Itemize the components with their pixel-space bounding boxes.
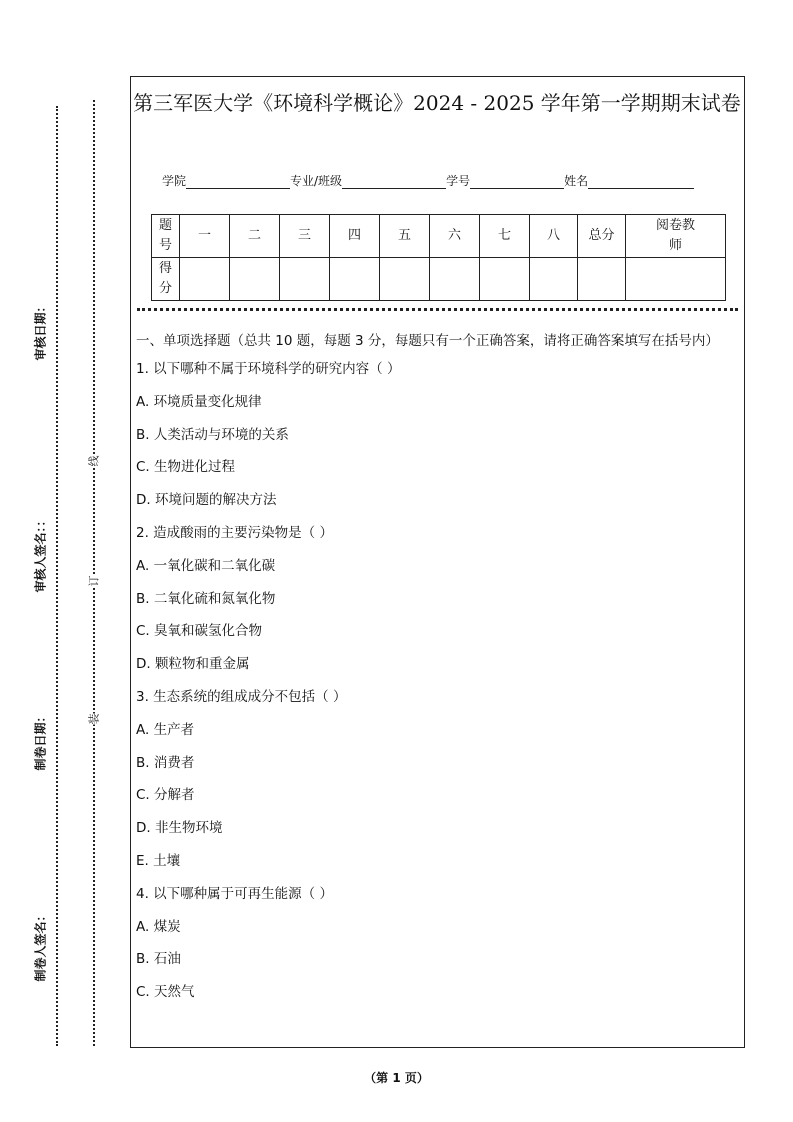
score-header-cell: 阅卷教师 — [626, 215, 726, 258]
page-number: （第 1 页） — [364, 1071, 429, 1085]
college-label: 学院 — [162, 174, 187, 188]
option: D. 环境问题的解决方法 — [136, 492, 277, 509]
binding-char-zhuang: 装 — [85, 714, 103, 725]
review-date-label: 审核日期： — [33, 300, 48, 361]
option: E. 土壤 — [136, 852, 181, 869]
exam-content — [136, 330, 740, 1014]
question-stem: 1. 以下哪种不属于环境科学的研究内容（ ） — [136, 361, 401, 377]
score-header-cell: 三 — [280, 215, 330, 258]
option: C. 生物进化过程 — [136, 459, 236, 476]
binding-char-xian: 线 — [85, 456, 103, 467]
option: C. 臭氧和碳氢化合物 — [136, 623, 263, 640]
option: A. 煤炭 — [136, 918, 181, 935]
score-cell[interactable] — [430, 258, 480, 301]
score-header-cell: 七 — [480, 215, 530, 258]
question-stem: 3. 生态系统的组成成分不包括（ ） — [136, 688, 347, 705]
score-table — [151, 214, 726, 301]
name-label: 姓名 — [564, 174, 589, 188]
score-header-cell: 一 — [180, 215, 230, 258]
major-class-field[interactable] — [342, 174, 446, 189]
question-stem: 2. 造成酸雨的主要污染物是（ ） — [136, 524, 333, 541]
score-header-cell: 六 — [430, 215, 480, 258]
score-cell[interactable] — [280, 258, 330, 301]
option: B. 人类活动与环境的关系 — [136, 426, 289, 443]
score-header-cell: 二 — [230, 215, 280, 258]
score-header-cell: 总分 — [578, 215, 626, 258]
score-header-cell: 四 — [330, 215, 380, 258]
score-cell[interactable] — [380, 258, 430, 301]
score-cell[interactable] — [530, 258, 578, 301]
section-title: 一、单项选择题（总共 10 题，每题 3 分，每题只有一个正确答案，请将正确答案填写在括号内） — [136, 333, 719, 349]
margin-signature-line — [56, 106, 58, 1046]
score-header-cell: 题号 — [152, 215, 180, 258]
major-class-label: 专业/班级 — [290, 174, 343, 188]
score-cell[interactable] — [330, 258, 380, 301]
college-field[interactable] — [186, 174, 290, 189]
option: A. 一氧化碳和二氧化碳 — [136, 557, 276, 574]
score-row-label: 得分 — [152, 258, 180, 301]
option: A. 环境质量变化规律 — [136, 393, 262, 410]
option: C. 分解者 — [136, 787, 195, 804]
compile-date-label: 制卷日期： — [33, 710, 48, 771]
question-stem: 4. 以下哪种属于可再生能源（ ） — [136, 885, 333, 902]
score-cell[interactable] — [626, 258, 726, 301]
student-info-row — [162, 172, 722, 189]
score-table-score-row — [152, 258, 726, 301]
option: A. 生产者 — [136, 721, 195, 738]
binding-char-ding: 订 — [85, 576, 103, 587]
exam-title: 第三军医大学《环境科学概论》2024 - 2025 学年第一学期期末试卷 — [133, 91, 741, 115]
dotted-separator — [137, 308, 738, 311]
option: B. 石油 — [136, 951, 181, 968]
score-table-header-row — [152, 215, 726, 258]
score-cell[interactable] — [578, 258, 626, 301]
option: C. 天然气 — [136, 984, 195, 1001]
name-field[interactable] — [588, 174, 694, 189]
student-id-label: 学号 — [446, 174, 471, 188]
option: B. 二氧化硫和氮氧化物 — [136, 590, 276, 607]
score-cell[interactable] — [480, 258, 530, 301]
option: D. 颗粒物和重金属 — [136, 656, 250, 673]
score-header-cell: 八 — [530, 215, 578, 258]
score-cell[interactable] — [230, 258, 280, 301]
student-id-field[interactable] — [470, 174, 564, 189]
score-header-cell: 五 — [380, 215, 430, 258]
margin-binding-line — [93, 100, 95, 1046]
score-cell[interactable] — [180, 258, 230, 301]
reviewer-signature-label: 审核人签名：： — [33, 514, 48, 593]
option: D. 非生物环境 — [136, 820, 223, 837]
compiler-signature-label: 制卷人签名： — [33, 909, 48, 982]
option: B. 消费者 — [136, 754, 195, 771]
